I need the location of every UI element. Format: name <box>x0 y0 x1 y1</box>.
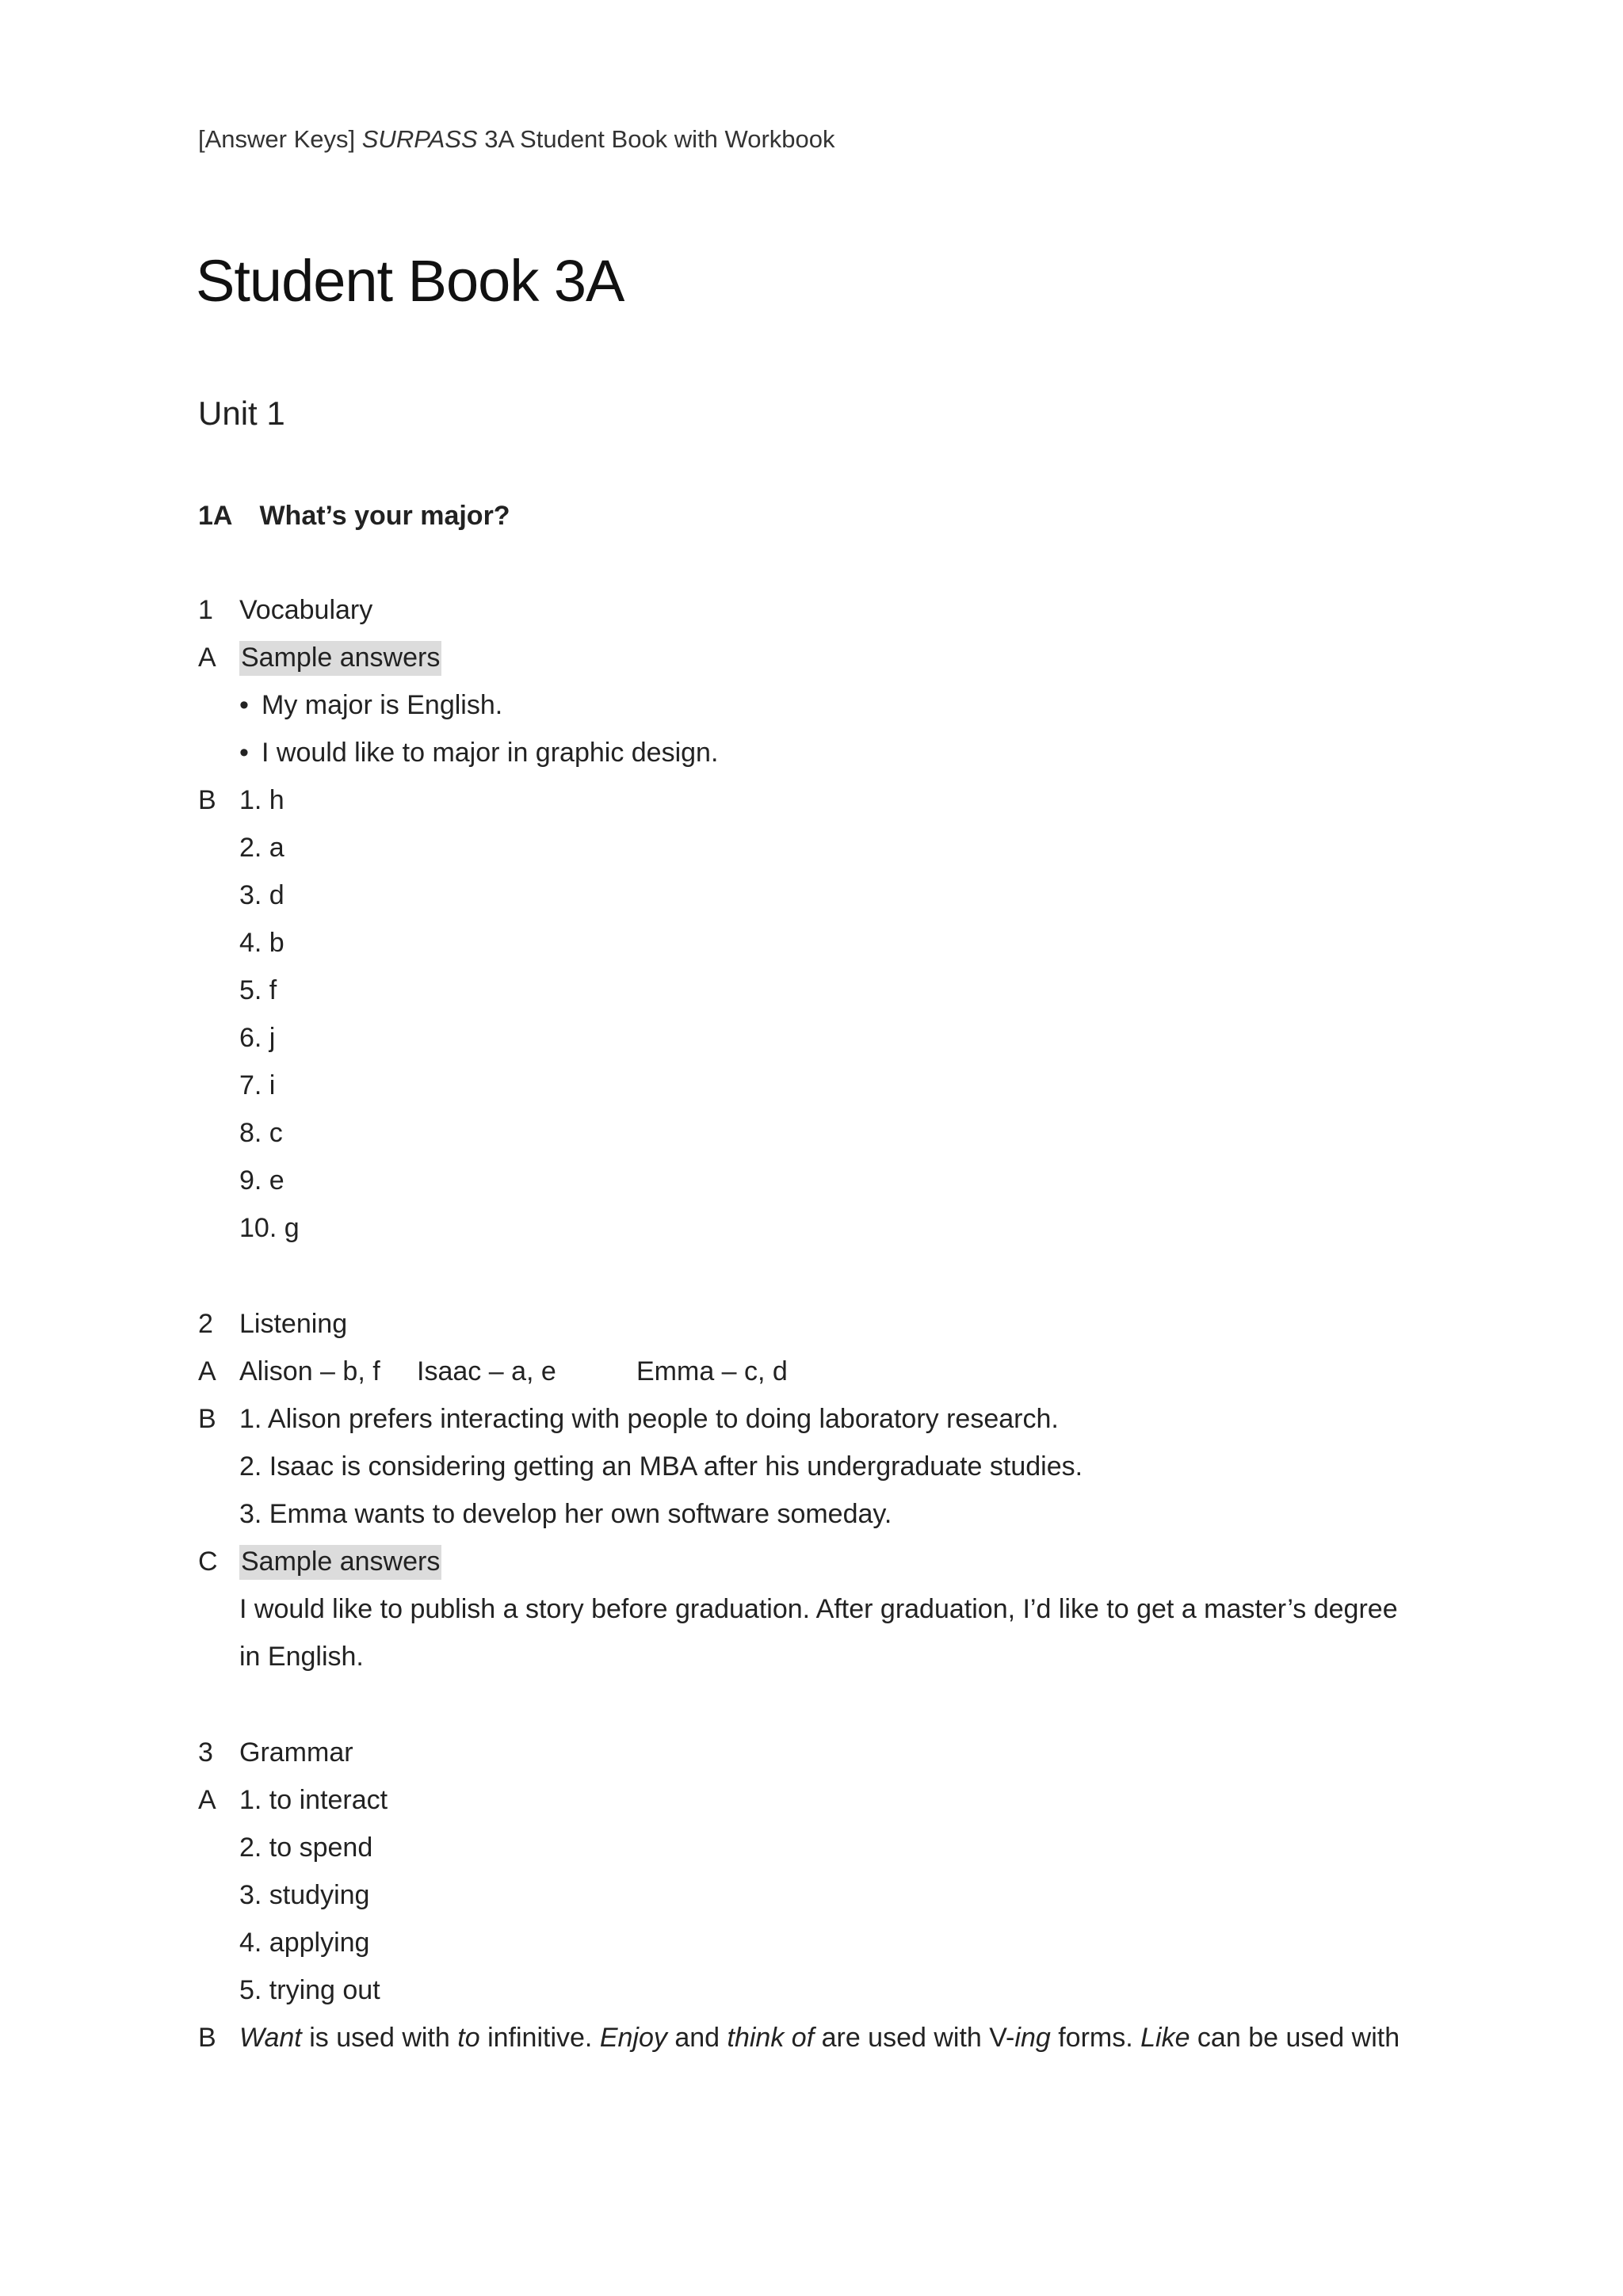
highlighted-text: Sample answers <box>239 1545 441 1580</box>
highlighted-text: Sample answers <box>239 641 441 676</box>
answer-item: 6. j <box>239 1023 276 1053</box>
answer-item: 1. h <box>239 785 285 815</box>
sample-answers-label <box>239 642 441 673</box>
unit-title: Unit 1 <box>198 395 285 432</box>
section-number: 2 <box>198 1309 213 1339</box>
italic-term: Enjoy <box>599 2023 667 2053</box>
answer-item: 2. Isaac is considering getting an MBA after his undergraduate studies. <box>239 1451 1083 1482</box>
section-title: Vocabulary <box>239 595 373 625</box>
book-title: Student Book 3A <box>196 248 624 314</box>
answer-item: 3. Emma wants to develop her own software someday. <box>239 1499 892 1529</box>
answer-item: 4. b <box>239 928 285 958</box>
answer-item: Isaac – a, e <box>417 1356 556 1386</box>
text-run: is used with <box>301 2023 458 2053</box>
bullet-item: My major is English. <box>262 690 503 720</box>
answer-item: 9. e <box>239 1165 285 1196</box>
answer-item: 2. to spend <box>239 1833 373 1863</box>
part-label: B <box>198 785 216 815</box>
part-label: B <box>198 2023 216 2053</box>
italic-term: ing <box>1014 2023 1051 2053</box>
page-header <box>198 125 835 154</box>
italic-term: think of <box>727 2023 815 2053</box>
answer-item: 10. g <box>239 1213 300 1243</box>
lesson-title <box>198 501 510 532</box>
answer-item: 3. d <box>239 880 285 910</box>
answer-item: 7. i <box>239 1070 276 1100</box>
part-label: B <box>198 1404 216 1434</box>
italic-term: to <box>457 2023 480 2053</box>
paragraph-line: in English. <box>239 1642 364 1672</box>
part-label: A <box>198 1785 216 1815</box>
header-brand: SURPASS <box>361 125 478 153</box>
bullet-item: I would like to major in graphic design. <box>262 738 719 768</box>
bullet-icon: • <box>239 738 249 768</box>
text-run: forms. <box>1050 2023 1141 2053</box>
paragraph-line <box>239 2022 1400 2054</box>
section-title: Grammar <box>239 1737 353 1768</box>
italic-term: Like <box>1140 2023 1190 2053</box>
answer-item: 5. trying out <box>239 1975 380 2005</box>
text-run: infinitive. <box>479 2023 600 2053</box>
answer-item: 3. studying <box>239 1880 370 1910</box>
answer-item: Emma – c, d <box>636 1356 788 1386</box>
text-run: and <box>666 2023 727 2053</box>
answer-item: 2. a <box>239 833 285 863</box>
text-run: are used with V- <box>814 2023 1015 2053</box>
sample-answers-label <box>239 1546 441 1577</box>
answer-item: 4. applying <box>239 1928 370 1958</box>
part-label: C <box>198 1547 218 1577</box>
header-prefix: [Answer Keys] <box>198 125 362 153</box>
bullet-icon: • <box>239 690 249 720</box>
answer-item: 8. c <box>239 1118 283 1148</box>
section-title: Listening <box>239 1309 348 1339</box>
paragraph-line: I would like to publish a story before graduation. After graduation, I’d like to get a master’s degree <box>239 1594 1398 1624</box>
part-label: A <box>198 1356 216 1386</box>
section-number: 1 <box>198 595 213 625</box>
lesson-name: What’s your major? <box>259 501 510 531</box>
text-run: can be used with <box>1190 2023 1400 2053</box>
header-suffix: 3A Student Book with Workbook <box>477 125 835 153</box>
answer-item: Alison – b, f <box>239 1356 380 1386</box>
answer-item: 5. f <box>239 975 277 1005</box>
part-label: A <box>198 643 216 673</box>
answer-item: 1. to interact <box>239 1785 388 1815</box>
answer-item: 1. Alison prefers interacting with people to doing laboratory research. <box>239 1404 1059 1434</box>
section-number: 3 <box>198 1737 213 1768</box>
lesson-number: 1A <box>198 501 233 531</box>
italic-term: Want <box>239 2023 302 2053</box>
